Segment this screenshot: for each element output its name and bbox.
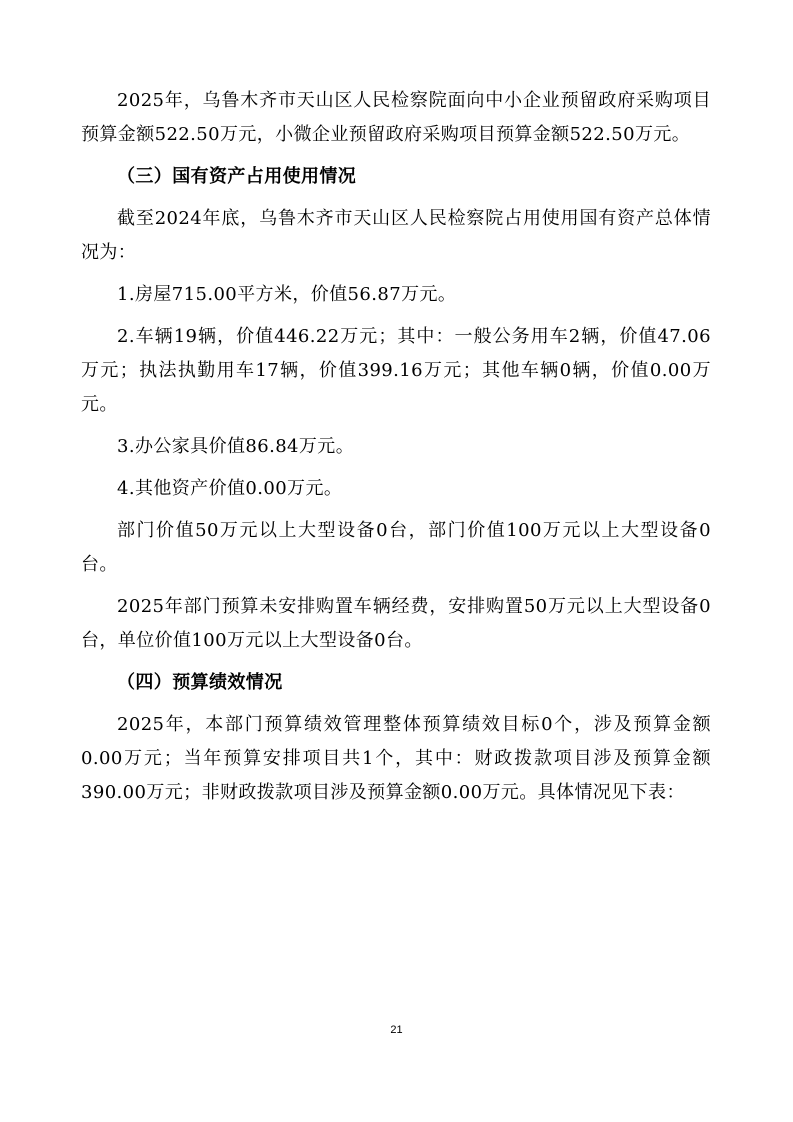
- section-heading-performance: （四）预算绩效情况: [117, 672, 283, 693]
- paragraph-housing: 1.房屋715.00平方米，价值56.87万元。: [117, 284, 457, 305]
- page-number: 21: [390, 1024, 403, 1036]
- paragraph-purchase-plan: 2025年部门预算未安排购置车辆经费，安排购置50万元以上大型设备0台，单位价值100万元以上大型设备0台。: [81, 596, 711, 651]
- document-body: [81, 84, 711, 810]
- paragraph-other-assets: 4.其他资产价值0.00万元。: [117, 478, 343, 499]
- paragraph-vehicles: 2.车辆19辆，价值446.22万元；其中：一般公务用车2辆，价值47.06万元；执法执勤用车17辆，价值399.16万元；其他车辆0辆，价值0.00万元。: [81, 326, 711, 415]
- paragraph-assets-overview: 截至2024年底，乌鲁木齐市天山区人民检察院占用使用国有资产总体情况为：: [81, 208, 711, 263]
- paragraph-sme-procurement: 2025年，乌鲁木齐市天山区人民检察院面向中小企业预留政府采购项目预算金额522.50万元，小微企业预留政府采购项目预算金额522.50万元。: [81, 90, 711, 145]
- section-heading-state-assets: （三）国有资产占用使用情况: [117, 166, 357, 187]
- paragraph-furniture: 3.办公家具价值86.84万元。: [117, 436, 355, 457]
- paragraph-large-equipment: 部门价值50万元以上大型设备0台，部门价值100万元以上大型设备0台。: [81, 520, 711, 575]
- paragraph-performance-details: 2025年，本部门预算绩效管理整体预算绩效目标0个，涉及预算金额0.00万元；当年预算安排项目共1个，其中：财政拨款项目涉及预算金额390.00万元；非财政拨款项目涉及预算金额0.00万元。具体情况见下表：: [81, 714, 711, 803]
